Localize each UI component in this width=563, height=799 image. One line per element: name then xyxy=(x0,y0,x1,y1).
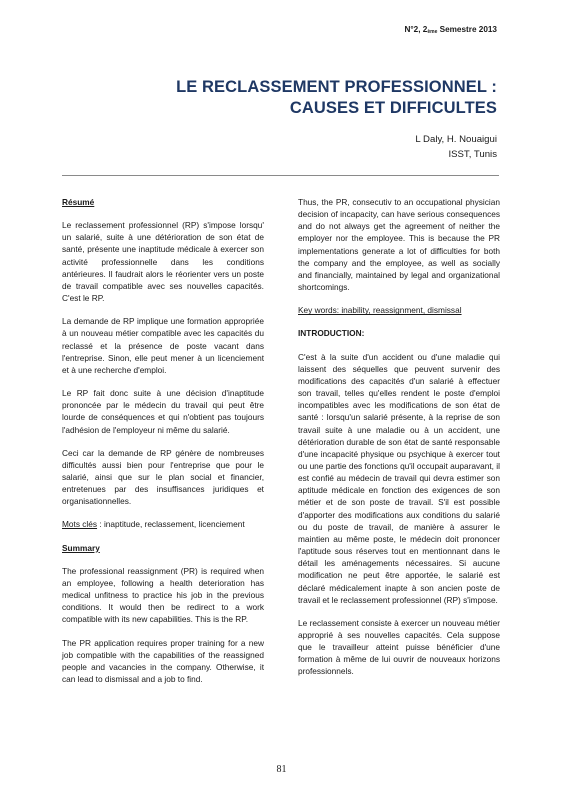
introduction-paragraph-1: C'est à la suite d'un accident ou d'une maladie qui laissent des séquelles que peuvent survenir des modifications des capacités d'un salarié à effectuer son travail, telles qu'elles rendent le poste d'emploi incompatibles avec les modifications de son état de santé : lorsqu'un salarié présente, à la reprise de son travail suite à une maladie ou à un accident, une détérioration durable de son état de santé responsable d'une incapacité physique ou psychique à exercer tout ou une partie des fonctions qu'il occupait auparavant, il est confié au médecin de travail qui devra estimer son aptitude médicale en fonction des exigences de son métier et de son poste de travail. S'il est possible d'apporter des modifications aux conditions du salarié ou du poste de travail, de manière à assurer le maintien au même poste, le médecin doit prononcer l'aptitude sous réserves tout en mentionnant dans le détail les aménagements nécessaires. Si aucune modification ne peut être apportée, le salarié est déclaré médicalement inapte à son ancien poste de travail et le reclassement professionnel (RP) s'impose. xyxy=(298,351,500,605)
summary-heading: Summary xyxy=(62,542,100,553)
summary-paragraph-2: The PR application requires proper training for a new job compatible with the capabilities of the reassigned people and vacancies in the company. Otherwise, it can lead to dismissal and a job to find. xyxy=(62,637,264,684)
issue-superscript: ème xyxy=(427,29,438,35)
authors: L Daly, H. Nouaigui xyxy=(415,134,497,145)
issue-label xyxy=(405,25,498,34)
summary-paragraph-1: The professional reassignment (PR) is required when an employee, following a health deterioration has medical unfitness to practice his job in the previous conditions. It would then be redirect to a work compatible with its new capabilities. This is the RP. xyxy=(62,565,264,625)
resume-heading: Résumé xyxy=(62,197,95,207)
page-number: 81 xyxy=(276,764,287,775)
title-line-2: CAUSES ET DIFFICULTES xyxy=(289,99,497,117)
header-divider xyxy=(62,175,499,176)
author-block xyxy=(415,132,497,162)
issue-number: N°2, 2 xyxy=(404,25,428,34)
resume-paragraph-2: La demande de RP implique une formation appropriée à un nouveau métier compatible avec les capacités du reclassé et la présence de poste vacant dans l'entreprise. Sinon, elle peut mener à un licenciement et à une recherche d'emploi. xyxy=(62,316,264,375)
article-title xyxy=(176,77,497,119)
english-keywords: Key words: inability, reassignment, dismissal xyxy=(298,305,462,316)
right-column xyxy=(298,196,500,678)
french-keywords-label: Mots clés xyxy=(62,519,98,530)
affiliation: ISST, Tunis xyxy=(448,149,497,160)
french-keywords-text: : inaptitude, reclassement, licenciement xyxy=(97,519,245,530)
issue-semester: Semestre 2013 xyxy=(437,25,497,34)
summary-paragraph-3: Thus, the PR, consecutiv to an occupational physician decision of incapacity, can have serious consequences and do not always get the agreement of neither the employer nor the employee. This is because the PR implementations generate a lot of difficulties for both the company and the employee, as well as socially and financially, maintained by legal and organizational shortcomings. xyxy=(298,197,500,293)
resume-paragraph-1: Le reclassement professionnel (RP) s'impose lorsqu' un salarié, suite à une détérioration de son état de santé, présente une inaptitude médicale à exercer son activité professionnelle dans les conditions antérieures. Il faudrait alors le réorienter vers un poste de travail compatible avec ses nouvelles capacités. C'est le RP. xyxy=(62,220,264,304)
title-line-1: LE RECLASSEMENT PROFESSIONNEL : xyxy=(176,78,497,96)
introduction-heading: INTRODUCTION: xyxy=(298,328,365,339)
introduction-paragraph-2: Le reclassement consiste à exercer un nouveau métier approprié à ses nouvelles capacités. Cela suppose que le travailleur atteint puisse bénéficier d'une formation à même de lui ouvrir de nouveaux horizons professionnels. xyxy=(298,617,500,677)
resume-paragraph-3: Le RP fait donc suite à une décision d'inaptitude prononcée par le médecin du travail qui peut être lourde de conséquences et qui n'obtient pas toujours l'adhésion de l'employeur ni même du salarié. xyxy=(62,388,264,435)
french-keywords xyxy=(62,518,264,530)
resume-paragraph-4: Ceci car la demande de RP génère de nombreuses difficultés aussi bien pour l'entreprise que pour le salarié, ainsi que sur le plan social et financier, entretenues par des insuffisances juridiques et organisationnelles. xyxy=(62,447,264,507)
left-column xyxy=(62,196,264,685)
